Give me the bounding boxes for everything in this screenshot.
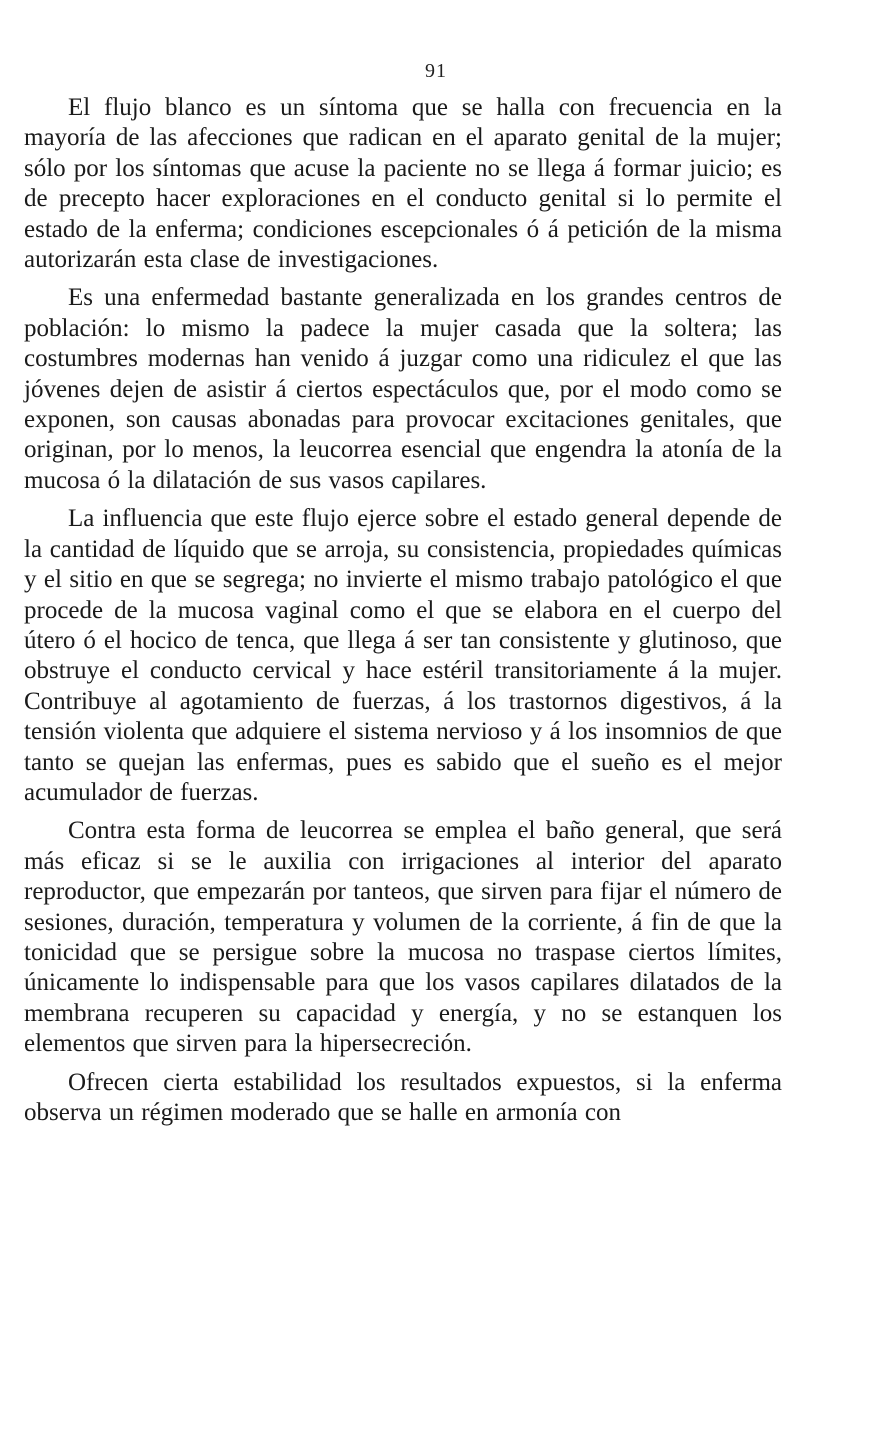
paragraph-5: Ofrecen cierta estabilidad los resultados expuestos, si la enferma observa un régimen moderado que se halle en armonía con [24,1068,782,1126]
paragraph-3: La influencia que este flujo ejerce sobre el estado general depende de la cantidad de líquido que se arroja, su consistencia, propiedades químicas y el sitio en que se segrega; no invierte el mismo trabajo patológico el que procede de la mucosa vaginal como el que se elabora en el cuerpo del útero ó el hocico de tenca, que llega á ser tan consistente y glutinoso, que obstruye el conducto cervical y hace estéril transitoriamente á la mujer. Contribuye al agotamiento de fuerzas, á los trastornos digestivos, á la tensión violenta que adquiere el sistema nervioso y á los insomnios de que tanto se quejan las enfermas, pues es sabido que el sueño es el mejor acumulador de fuerzas. [24,505,782,806]
paragraph-1: El flujo blanco es un síntoma que se halla con frecuencia en la mayoría de las afecciones que radican en el aparato genital de la mujer; sólo por los síntomas que acuse la paciente no se llega á formar juicio; es de precepto hacer exploraciones en el conducto genital si lo permite el estado de la enferma; condiciones escepcionales ó á petición de la misma autorizarán esta clase de investigaciones. [24,94,782,274]
paragraph-4: Contra esta forma de leucorrea se emplea el baño general, que será más eficaz si se le auxilia con irrigaciones al interior del aparato reproductor, que empezarán por tanteos, que sirven para fijar el número de sesiones, duración, temperatura y volumen de la corriente, á fin de que la tonicidad que se persigue sobre la mucosa no traspase ciertos límites, únicamente lo indispensable para que los vasos capilares dilatados de la membrana recuperen su capacidad y energía, y no se estanquen los elementos que sirven para la hipersecreción. [24,817,782,1058]
body-text [24,93,782,1136]
paragraph-2: Es una enfermedad bastante generalizada en los grandes centros de población: lo mismo la padece la mujer casada que la soltera; las costumbres modernas han venido á juzgar como una ridiculez el que las jóvenes dejen de asistir á ciertos espectáculos que, por el modo como se exponen, son causas abonadas para provocar excitaciones genitales, que originan, por lo menos, la leucorrea esencial que engendra la atonía de la mucosa ó la dilatación de sus vasos capilares. [24,284,782,494]
page-number: 91 [425,60,447,82]
